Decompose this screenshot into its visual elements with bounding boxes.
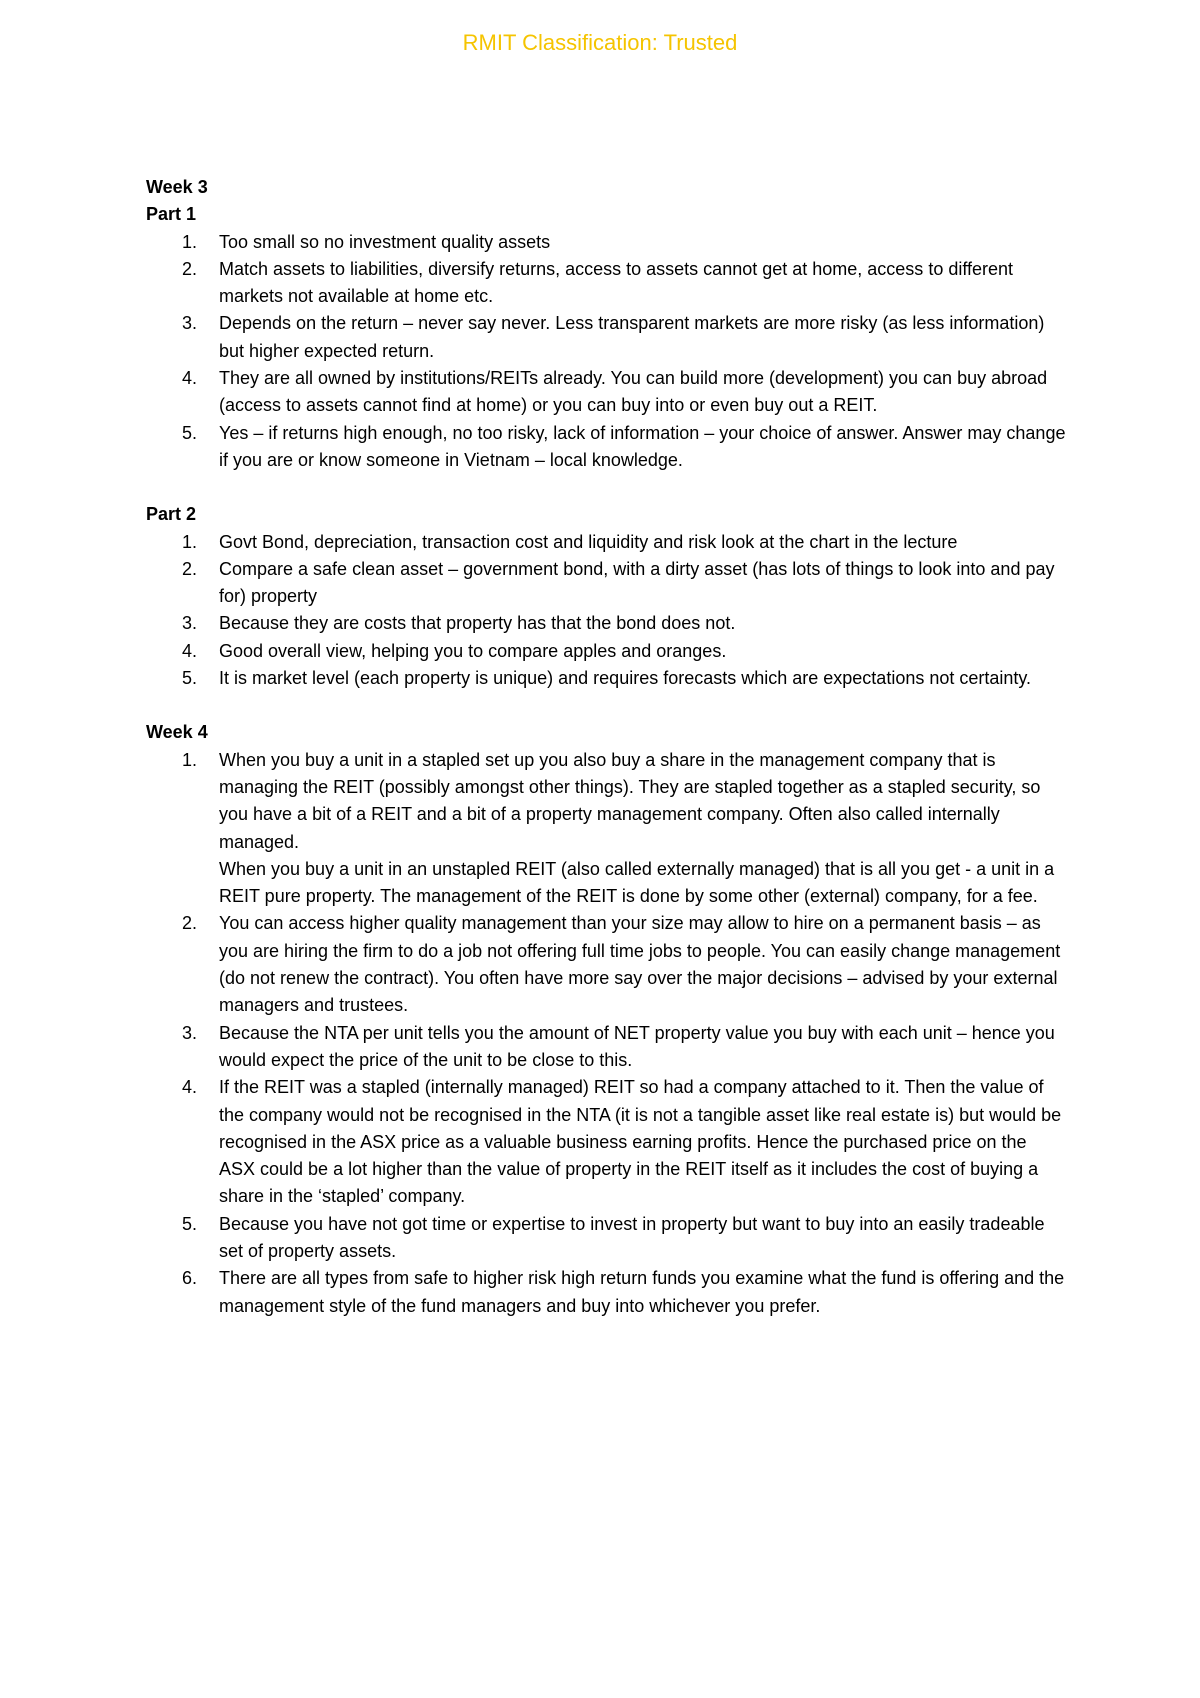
classification-label: RMIT Classification: Trusted [462,30,738,55]
list-item [146,365,1066,420]
list-number: 3. [182,313,198,334]
spacer [146,474,1066,501]
week-3-part-2-heading: Part 2 [146,504,197,525]
list-number: 1. [182,231,198,252]
list-number: 4. [182,1077,198,1098]
list-text: Too small so no investment quality assets [219,231,551,252]
list-text: Because the NTA per unit tells you the amount of NET property value you buy with each unit – hence you would expect the price of the unit to be close to this. [219,1022,1055,1070]
list-item [146,256,1066,311]
list-number: 2. [182,558,198,579]
list-text: Govt Bond, depreciation, transaction cost and liquidity and risk look at the chart in the lecture [219,531,958,552]
list-text: Good overall view, helping you to compare apples and oranges. [219,640,727,661]
list-item [146,556,1066,611]
list-number: 3. [182,613,198,634]
list-text: Match assets to liabilities, diversify returns, access to assets cannot get at home, access to different markets not available at home etc. [219,258,1014,307]
week-3-heading: Week 3 [146,177,208,197]
list-text-continued: When you buy a unit in an unstapled REIT (also called externally managed) that is all you get - a unit in a REIT pure property. The management of the REIT is done by some other (external) company, for a fee. [219,858,1055,907]
list-number: 4. [182,640,198,661]
list-text: There are all types from safe to higher risk high return funds you examine what the fund is offering and the management style of the fund managers and buy into whichever you prefer. [219,1268,1065,1316]
week-3-part-1-heading: Part 1 [146,204,197,225]
list-number: 1. [182,531,198,552]
list-text: Yes – if returns high enough, no too risky, lack of information – your choice of answer. Answer may change if you are or know someone in Vietnam – local knowledge. [219,422,1066,470]
list-number: 4. [182,368,198,389]
list-text: They are all owned by institutions/REITs already. You can build more (development) you can buy abroad (access to assets cannot find at home) or you can buy into or even buy out a REIT. [219,368,1048,416]
list-number: 6. [182,1268,198,1289]
list-item [146,1074,1066,1210]
list-item [146,910,1066,1019]
week-3-part-2-list [146,529,1066,693]
list-item [146,1265,1066,1320]
list-text: When you buy a unit in a stapled set up you also buy a share in the management company that is managing the REIT (possibly amongst other things). They are stapled together as a stapled security, so you have a bit of a REIT and a bit of a property management company. Often also called internally managed. [219,749,1041,852]
list-item [146,610,1066,637]
list-text: Depends on the return – never say never. Less transparent markets are more risky (as less information) but higher expected return. [219,313,1045,361]
list-item [146,638,1066,665]
list-text: If the REIT was a stapled (internally managed) REIT so had a company attached to it. Then the value of the company would not be recognised in the NTA (it is not a tangible asset like real estate is) but would be recognised in the ASX price as a valuable business earning profits. Hence the purchased price on the ASX could be a lot higher than the value of property in the REIT itself as it includes the cost of buying a share in the ‘stapled’ company. [219,1077,1062,1207]
week-4-heading: Week 4 [146,722,208,743]
list-item [146,229,1066,256]
list-number: 5. [182,668,198,689]
list-item [146,747,1066,911]
list-text: It is market level (each property is unique) and requires forecasts which are expectations not certainty. [219,668,1032,689]
list-number: 2. [182,913,198,934]
list-number: 3. [182,1022,198,1043]
list-text: Compare a safe clean asset – government bond, with a dirty asset (has lots of things to look into and pay for) property [219,558,1055,607]
list-number: 5. [182,422,198,443]
list-text: Because you have not got time or expertise to invest in property but want to buy into an easily tradeable set of property assets. [219,1213,1045,1261]
list-item [146,529,1066,556]
list-text: Because they are costs that property has that the bond does not. [219,613,736,634]
list-item [146,310,1066,365]
list-number: 1. [182,749,198,770]
document-body [146,174,1066,1320]
list-number: 2. [182,258,198,279]
list-item [146,1020,1066,1075]
week-4-list [146,747,1066,1320]
list-item [146,665,1066,692]
week-3-part-1-list [146,229,1066,475]
list-item [146,420,1066,475]
spacer [146,692,1066,719]
list-text: You can access higher quality management than your size may allow to hire on a permanent basis – as you are hiring the firm to do a job not offering full time jobs to people. You can easily change management (do not renew the contract). You often have more say over the major decisions – advised by your external managers and trustees. [219,913,1061,1016]
list-item [146,1211,1066,1266]
list-number: 5. [182,1213,198,1234]
